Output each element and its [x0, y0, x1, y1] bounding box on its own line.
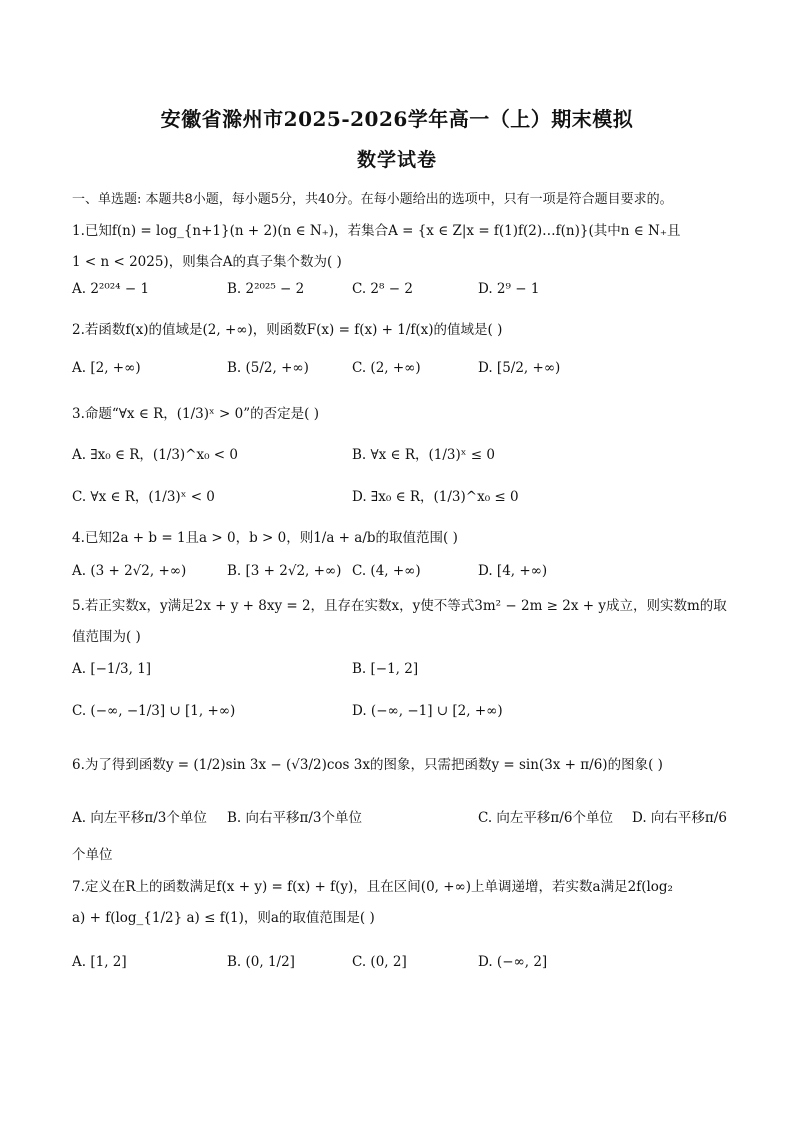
- question-4-option-c: C. (4, +∞): [352, 563, 421, 579]
- question-1-option-d: D. 2⁹ − 1: [478, 281, 540, 297]
- question-7-option-c: C. (0, 2]: [352, 954, 407, 970]
- question-6-option-b: B. 向右平移π/3个单位: [227, 810, 363, 826]
- question-7-option-a: A. [1, 2]: [72, 954, 127, 970]
- question-7-stem-line-2: a) + f(log_{1/2} a) ≤ f(1)，则a的取值范围是( ): [72, 910, 375, 926]
- question-5-stem-line-1: 5.若正实数x，y满足2x + y + 8xy = 2，且存在实数x，y使不等式3m² − 2m ≥ 2x + y成立，则实数m的取: [72, 598, 727, 614]
- question-3-option-c: C. ∀x ∈ R，(1/3)ˣ < 0: [72, 489, 215, 505]
- question-4-stem: 4.已知2a + b = 1且a > 0，b > 0，则1/a + a/b的取值范围( ): [72, 530, 458, 546]
- question-2-stem: 2.若函数f(x)的值域是(2, +∞)，则函数F(x) = f(x) + 1/f(x)的值域是( ): [72, 322, 503, 338]
- question-4-option-b: B. [3 + 2√2, +∞): [227, 563, 342, 579]
- question-2-option-b: B. (5/2, +∞): [227, 360, 309, 376]
- question-3-option-a: A. ∃x₀ ∈ R，(1/3)^x₀ < 0: [72, 447, 239, 463]
- question-5-option-c: C. (−∞, −1/3] ∪ [1, +∞): [72, 703, 236, 719]
- question-1-option-b: B. 2²⁰²⁵ − 2: [227, 281, 305, 297]
- question-1-option-c: C. 2⁸ − 2: [352, 281, 413, 297]
- exam-title: 安徽省滁州市2025-2026学年高一（上）期末模拟: [160, 107, 634, 131]
- question-5-option-b: B. [−1, 2]: [352, 661, 419, 677]
- question-5-option-a: A. [−1/3, 1]: [72, 661, 152, 677]
- question-6-option-a: A. 向左平移π/3个单位: [72, 810, 207, 826]
- question-3-option-d: D. ∃x₀ ∈ R，(1/3)^x₀ ≤ 0: [352, 489, 519, 505]
- question-3-option-b: B. ∀x ∈ R，(1/3)ˣ ≤ 0: [352, 447, 495, 463]
- question-6-option-d: D. 向右平移π/6: [632, 810, 727, 826]
- exam-subtitle: 数学试卷: [356, 149, 437, 171]
- question-4-option-d: D. [4, +∞): [478, 563, 548, 579]
- question-6-option-d-continuation: 个单位: [72, 847, 113, 863]
- question-6-option-c: C. 向左平移π/6个单位: [478, 810, 613, 826]
- question-5-stem-line-2: 值范围为( ): [72, 629, 141, 645]
- question-2-option-d: D. [5/2, +∞): [478, 360, 561, 376]
- question-6-stem: 6.为了得到函数y = (1/2)sin 3x − (√3/2)cos 3x的图象，只需把函数y = sin(3x + π/6)的图象( ): [72, 757, 663, 773]
- question-4-option-a: A. (3 + 2√2, +∞): [72, 563, 187, 579]
- question-2-option-a: A. [2, +∞): [72, 360, 141, 376]
- question-1-stem-line-2: 1 < n < 2025)，则集合A的真子集个数为( ): [72, 254, 342, 270]
- section-heading: 一、单选题: 本题共8小题，每小题5分，共40分。在每小题给出的选项中，只有一项是符合题目要求的。: [72, 192, 673, 207]
- question-3-stem: 3.命题“∀x ∈ R，(1/3)ˣ > 0”的否定是( ): [72, 406, 319, 422]
- question-2-option-c: C. (2, +∞): [352, 360, 421, 376]
- question-7-option-b: B. (0, 1/2]: [227, 954, 295, 970]
- question-5-option-d: D. (−∞, −1] ∪ [2, +∞): [352, 703, 503, 719]
- question-1-stem-line-1: 1.已知f(n) = log_{n+1}(n + 2)(n ∈ N₊)，若集合A = {x ∈ Z|x = f(1)f(2)…f(n)}(其中n ∈ N₊且: [72, 223, 681, 239]
- question-1-option-a: A. 2²⁰²⁴ − 1: [72, 281, 150, 297]
- question-7-stem-line-1: 7.定义在R上的函数满足f(x + y) = f(x) + f(y)，且在区间(0, +∞)上单调递增，若实数a满足2f(log₂: [72, 879, 673, 895]
- question-7-option-d: D. (−∞, 2]: [478, 954, 548, 970]
